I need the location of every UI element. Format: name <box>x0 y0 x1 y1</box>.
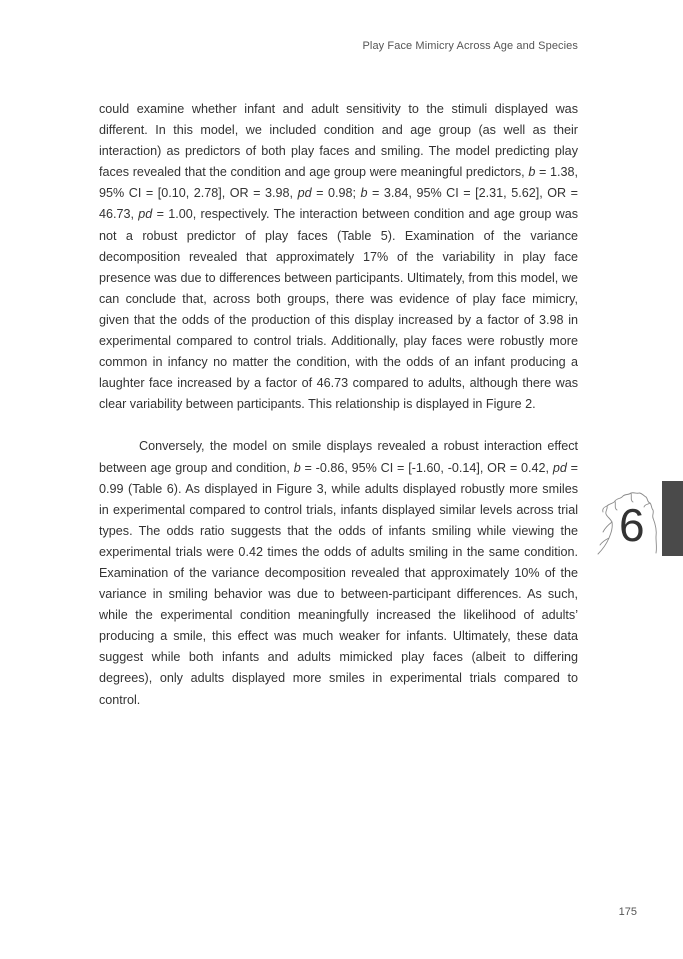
italic-symbol: b <box>293 460 301 475</box>
italic-symbol: pd <box>552 460 567 475</box>
text-run: = 3.84, 95% CI = [2.31, 5.62], OR = 46.73, <box>99 186 578 222</box>
italic-symbol: b <box>360 186 368 201</box>
text-run: = -0.86, 95% CI = [-1.60, -0.14], OR = 0.42, <box>300 460 553 475</box>
text-run: Conversely, the model on smile displays revealed a robust interaction effect between age group and condition, <box>99 439 578 475</box>
italic-symbol: b <box>528 165 536 180</box>
paragraph <box>99 99 578 415</box>
text-run: = 0.99 (Table 6). As displayed in Figure 3, while adults displayed robustly more smiles in experimental compared to control trials, infants displayed similar levels across trial types. The odds ratio suggests that the odds of infants smiling while viewing the experimental trials were 0.42 times the odds of adults smiling in the same condition. Examination of the variance decomposition revealed that approximately 10% of the variance in smiling behavior was due to between-participant differences. As such, while the experimental condition meaningfully increased the likelihood of adults’ producing a smile, this effect was much weaker for infants. Ultimately, these data suggest while both infants and adults mimicked play faces (albeit to differing degrees), only adults displayed more smiles in experimental trials compared to control. <box>99 460 578 707</box>
text-run: = 1.38, 95% CI = [0.10, 2.78], OR = 3.98, <box>99 165 578 201</box>
chapter-number: 6 <box>619 499 645 551</box>
chapter-tab <box>662 481 683 556</box>
body-text <box>99 99 578 711</box>
running-head: Play Face Mimicry Across Age and Species <box>362 40 578 52</box>
italic-symbol: pd <box>297 186 312 201</box>
text-run: could examine whether infant and adult sensitivity to the stimuli displayed was different. In this model, we included condition and age group (as well as their interaction) as predictors of both play faces and smiling. The model predicting play faces revealed that the condition and age group were meaningful predictors, <box>99 102 578 180</box>
paragraph <box>99 436 578 710</box>
text-run: = 0.98; <box>311 186 361 201</box>
page-number: 175 <box>618 906 637 918</box>
italic-symbol: pd <box>138 207 153 222</box>
text-run: = 1.00, respectively. The interaction between condition and age group was not a robust predictor of play faces (Table 5). Examination of the variance decomposition revealed that approximately 17% of the variability in play face presence was due to differences between participants. Ultimately, from this model, we can conclude that, across both groups, there was evidence of play face mimicry, given that the odds of the production of this display increased by a factor of 3.98 in experimental compared to control trials. Additionally, play faces were robustly more common in infancy no matter the condition, with the odds of an infant producing a laughter face increased by a factor of 46.73 compared to adults, although there was clear variability between participants. This relationship is displayed in Figure 2. <box>99 207 578 412</box>
